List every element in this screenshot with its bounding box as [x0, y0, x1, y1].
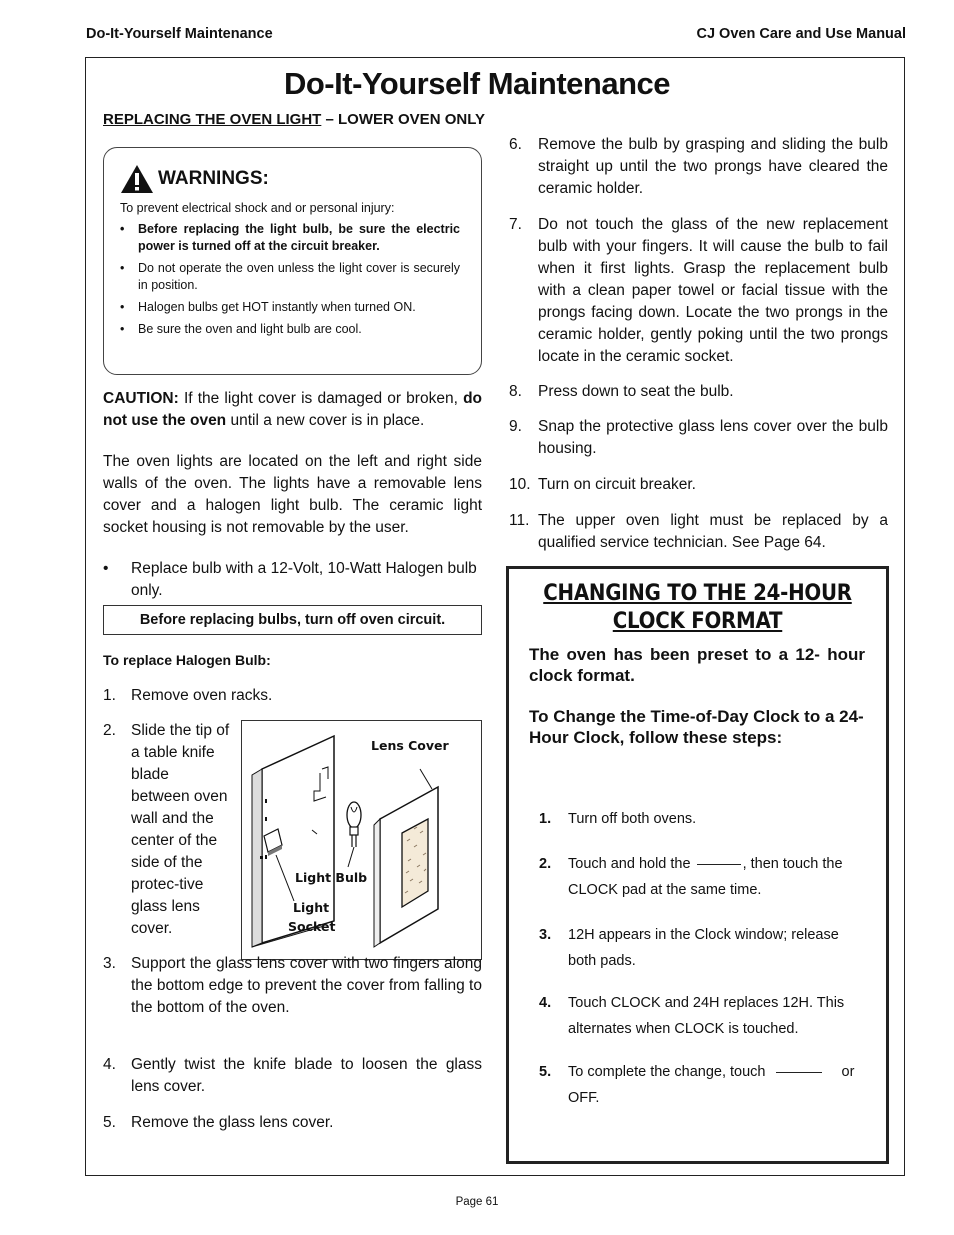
step-text: The upper oven light must be replaced by a qualified service technician. See Page 64. — [538, 512, 888, 551]
warning-item: • Be sure the oven and light bulb are cool. — [120, 321, 460, 338]
pad-blank-line — [776, 1072, 822, 1073]
step-text: Snap the protective glass lens cover over the bulb housing. — [538, 418, 888, 457]
clock-step-number: 2. — [539, 856, 552, 872]
to-replace-heading: To replace Halogen Bulb: — [103, 652, 271, 668]
oven-lights-paragraph: The oven lights are located on the left and right side walls of the oven. The lights have a removable lens cover and a halogen light bulb. The ceramic light socket housing is not removable by the user. — [103, 453, 482, 536]
clock-step-text: Touch CLOCK and 24H replaces 12H. This alternates when CLOCK is touched. — [568, 995, 845, 1037]
step-item — [509, 134, 888, 200]
bulb-spec-bullet — [103, 558, 482, 602]
step-item — [509, 214, 888, 368]
clock-step-number: 5. — [539, 1064, 552, 1080]
clock-step — [539, 990, 869, 1042]
clock-change-heading: To Change the Time-of-Day Clock to a 24-Hour Clock, follow these steps: — [529, 707, 864, 747]
caution-text-2: until a new cover is in place. — [226, 412, 425, 429]
step-number: 11. — [509, 512, 530, 529]
step-number: 3. — [103, 955, 116, 972]
page-number: Page 61 — [455, 1196, 499, 1208]
bullet-symbol: • — [103, 560, 109, 577]
step-item — [103, 1054, 482, 1098]
oven-light-diagram — [241, 720, 482, 960]
step-number: 5. — [103, 1114, 116, 1131]
step-number: 8. — [509, 383, 522, 400]
clock-step-text-a: To complete the change, touch — [568, 1064, 770, 1080]
clock-step — [539, 806, 869, 832]
clock-title-line-2: CLOCK FORMAT — [612, 608, 783, 634]
step-text: Support the glass lens cover with two fingers along the bottom edge to prevent the cover from falling to the bottom of the oven. — [131, 955, 482, 1016]
step-item — [509, 510, 888, 554]
step-number: 4. — [103, 1056, 116, 1073]
warning-item: • Halogen bulbs get HOT instantly when turned ON. — [120, 299, 460, 316]
clock-step-text-b: , then touch the CLOCK pad at the same time. — [568, 856, 843, 898]
light-bulb-label: Light Bulb — [295, 870, 368, 885]
warnings-box — [103, 147, 482, 375]
step-text: Gently twist the knife blade to loosen the glass lens cover. — [131, 1056, 482, 1095]
clock-step-text: Turn off both ovens. — [568, 811, 697, 827]
light-socket-label-line-1: Light — [293, 900, 330, 915]
clock-step-number: 4. — [539, 995, 552, 1011]
step-item — [103, 1112, 482, 1134]
clock-step — [539, 922, 869, 974]
warnings-heading — [120, 164, 269, 194]
warnings-heading-text: WARNINGS: — [158, 168, 269, 189]
warnings-list — [120, 221, 460, 343]
caution-paragraph — [103, 388, 482, 432]
step-item — [509, 474, 888, 496]
step-text: Press down to seat the bulb. — [538, 383, 734, 400]
clock-step — [539, 1059, 869, 1111]
clock-title-line-1: CHANGING TO THE 24-HOUR — [543, 580, 852, 606]
step-number: 6. — [509, 136, 522, 153]
warnings-intro: To prevent electrical shock and or personal injury: — [120, 201, 395, 215]
clock-step-text-a: Touch and hold the — [568, 856, 695, 872]
clock-preset-text: The oven has been preset to a 12- hour clock format. — [529, 645, 865, 685]
step-item — [509, 381, 888, 403]
clock-step — [539, 851, 869, 903]
circuit-note-box: Before replacing bulbs, turn off oven circuit. — [103, 605, 482, 635]
step-item — [103, 685, 482, 707]
step-text: Remove oven racks. — [131, 687, 273, 704]
clock-step-text-b: or OFF. — [568, 1064, 855, 1106]
caution-text-1: If the light cover is damaged or broken, — [178, 390, 464, 407]
step-text: Turn on circuit breaker. — [538, 476, 696, 493]
step-item — [103, 720, 230, 940]
page-title: Do-It-Yourself Maintenance — [283, 66, 671, 101]
step-text: Remove the bulb by grasping and sliding the bulb straight up until the two prongs have cleared the ceramic holder. — [538, 136, 888, 197]
subtitle-rest: – LOWER OVEN ONLY — [321, 111, 485, 128]
running-header-right: CJ Oven Care and Use Manual — [696, 26, 906, 42]
subtitle-underlined: REPLACING THE OVEN LIGHT — [103, 111, 322, 128]
clock-step-text — [539, 851, 869, 903]
bullet-text: Replace bulb with a 12-Volt, 10-Watt Halogen bulb only. — [131, 560, 477, 599]
oven-light-illustration — [242, 721, 481, 959]
section-subtitle — [103, 111, 485, 128]
warning-item: • Do not operate the oven unless the light cover is securely in position. — [120, 260, 460, 294]
warning-item: • Before replacing the light bulb, be sure the electric power is turned off at the circuit breaker. — [120, 221, 460, 255]
clock-format-box — [506, 566, 889, 1164]
step-number: 7. — [509, 216, 522, 233]
caution-label: CAUTION: — [103, 390, 179, 407]
pad-blank-line — [697, 864, 741, 865]
step-number: 2. — [103, 722, 116, 739]
clock-step-number: 3. — [539, 927, 552, 943]
clock-step-text: 12H appears in the Clock window; release both pads. — [568, 927, 839, 969]
step-text: Slide the tip of a table knife blade between oven wall and the center of the side of the protec-tive glass lens cover. — [131, 722, 230, 937]
clock-step-text — [539, 1059, 869, 1111]
step-item — [103, 953, 482, 1019]
clock-step-number: 1. — [539, 811, 552, 827]
step-number: 1. — [103, 687, 116, 704]
step-number: 9. — [509, 418, 522, 435]
step-text: Remove the glass lens cover. — [131, 1114, 334, 1131]
clock-section-title — [532, 579, 864, 635]
step-item — [509, 416, 888, 460]
lens-cover-label: Lens Cover — [371, 738, 449, 753]
warning-triangle-icon — [120, 164, 154, 194]
light-socket-label-line-2: Socket — [288, 919, 336, 934]
running-header-left: Do-It-Yourself Maintenance — [86, 26, 273, 42]
caution-bold: do not use the oven — [103, 390, 482, 429]
step-number: 10. — [509, 476, 531, 493]
step-text: Do not touch the glass of the new replacement bulb with your fingers. It will cause the bulb to fail when it first lights. Grasp the replacement bulb with a clean paper towel or facial tissue with the prongs facing down. Locate the two prongs in the ceramic holder, gently poking until the two prongs locate in the ceramic socket. — [538, 216, 888, 365]
